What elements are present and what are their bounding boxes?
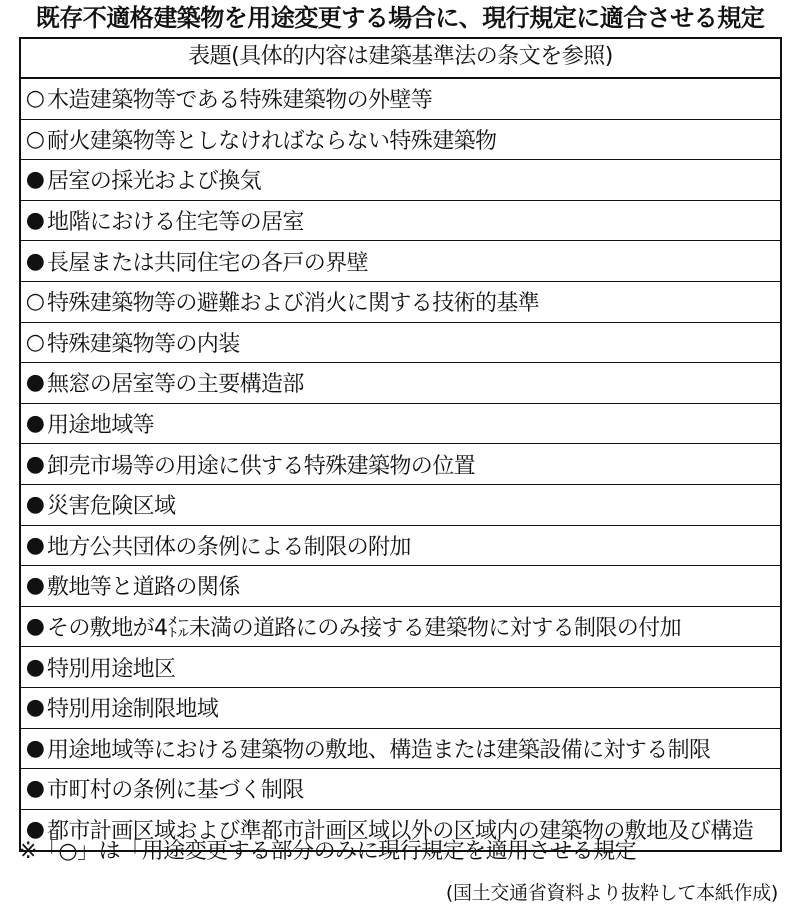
regulation-table (19, 37, 782, 852)
filled-circle-mark: ● (25, 735, 45, 761)
filled-circle-mark: ● (25, 451, 45, 477)
table-row (21, 688, 780, 729)
open-circle-mark: ○ (25, 126, 45, 152)
table-body (21, 79, 780, 850)
table-row (21, 323, 780, 364)
table-header: 表題(具体的内容は建築基準法の条文を参照) (21, 39, 780, 79)
row-text: 市町村の条例に基づく制限 (47, 778, 304, 804)
table-row (21, 201, 780, 242)
table-row (21, 729, 780, 770)
table-row (21, 404, 780, 445)
row-text: 特殊建築物等の内装 (47, 331, 240, 357)
footnote: ※「○」は「用途変更する部分のみに現行規定を適用させる規定 (19, 839, 637, 864)
filled-circle-mark: ● (25, 208, 45, 234)
open-circle-mark: ○ (25, 329, 45, 355)
source-credit: (国土交通省資料より抜粋して本紙作成) (445, 882, 778, 904)
table-row (21, 566, 780, 607)
filled-circle-mark: ● (25, 573, 45, 599)
table-row (21, 769, 780, 810)
filled-circle-mark: ● (25, 817, 45, 843)
table-row (21, 526, 780, 567)
row-text: その敷地が4㍍未満の道路にのみ接する建築物に対する制限の付加 (47, 616, 681, 642)
table-row (21, 647, 780, 688)
row-text: 卸売市場等の用途に供する特殊建築物の位置 (47, 453, 476, 479)
filled-circle-mark: ● (25, 492, 45, 518)
row-text: 災害危険区域 (47, 494, 176, 520)
filled-circle-mark: ● (25, 411, 45, 437)
row-text: 用途地域等における建築物の敷地、構造または建築設備に対する制限 (47, 737, 711, 763)
row-text: 木造建築物等である特殊建築物の外壁等 (47, 88, 433, 114)
filled-circle-mark: ● (25, 167, 45, 193)
table-row (21, 120, 780, 161)
row-text: 居室の採光および換気 (47, 169, 262, 195)
row-text: 耐火建築物等としなければならない特殊建築物 (47, 128, 497, 154)
row-text: 特別用途地区 (47, 656, 176, 682)
table-row (21, 282, 780, 323)
row-text: 無窓の居室等の主要構造部 (47, 372, 304, 398)
row-text: 地方公共団体の条例による制限の附加 (47, 534, 411, 560)
table-row (21, 485, 780, 526)
row-text: 都市計画区域および準都市計画区域以外の区域内の建築物の敷地及び構造 (47, 819, 754, 845)
filled-circle-mark: ● (25, 614, 45, 640)
filled-circle-mark: ● (25, 532, 45, 558)
table-row (21, 241, 780, 282)
filled-circle-mark: ● (25, 776, 45, 802)
table-row (21, 363, 780, 404)
open-circle-mark: ○ (25, 86, 45, 112)
row-text: 用途地域等 (47, 413, 155, 439)
row-text: 特殊建築物等の避難および消火に関する技術的基準 (47, 291, 540, 317)
row-text: 特別用途制限地域 (47, 697, 219, 723)
row-text: 地階における住宅等の居室 (47, 210, 304, 236)
filled-circle-mark: ● (25, 695, 45, 721)
table-row (21, 444, 780, 485)
open-circle-mark: ○ (25, 289, 45, 315)
filled-circle-mark: ● (25, 654, 45, 680)
table-row (21, 79, 780, 120)
document-title: 既存不適格建築物を用途変更する場合に、現行規定に適合させる規定 (35, 4, 765, 32)
table-row (21, 160, 780, 201)
row-text: 長屋または共同住宅の各戸の界壁 (47, 250, 369, 276)
filled-circle-mark: ● (25, 370, 45, 396)
row-text: 敷地等と道路の関係 (47, 575, 240, 601)
filled-circle-mark: ● (25, 248, 45, 274)
table-row (21, 607, 780, 648)
